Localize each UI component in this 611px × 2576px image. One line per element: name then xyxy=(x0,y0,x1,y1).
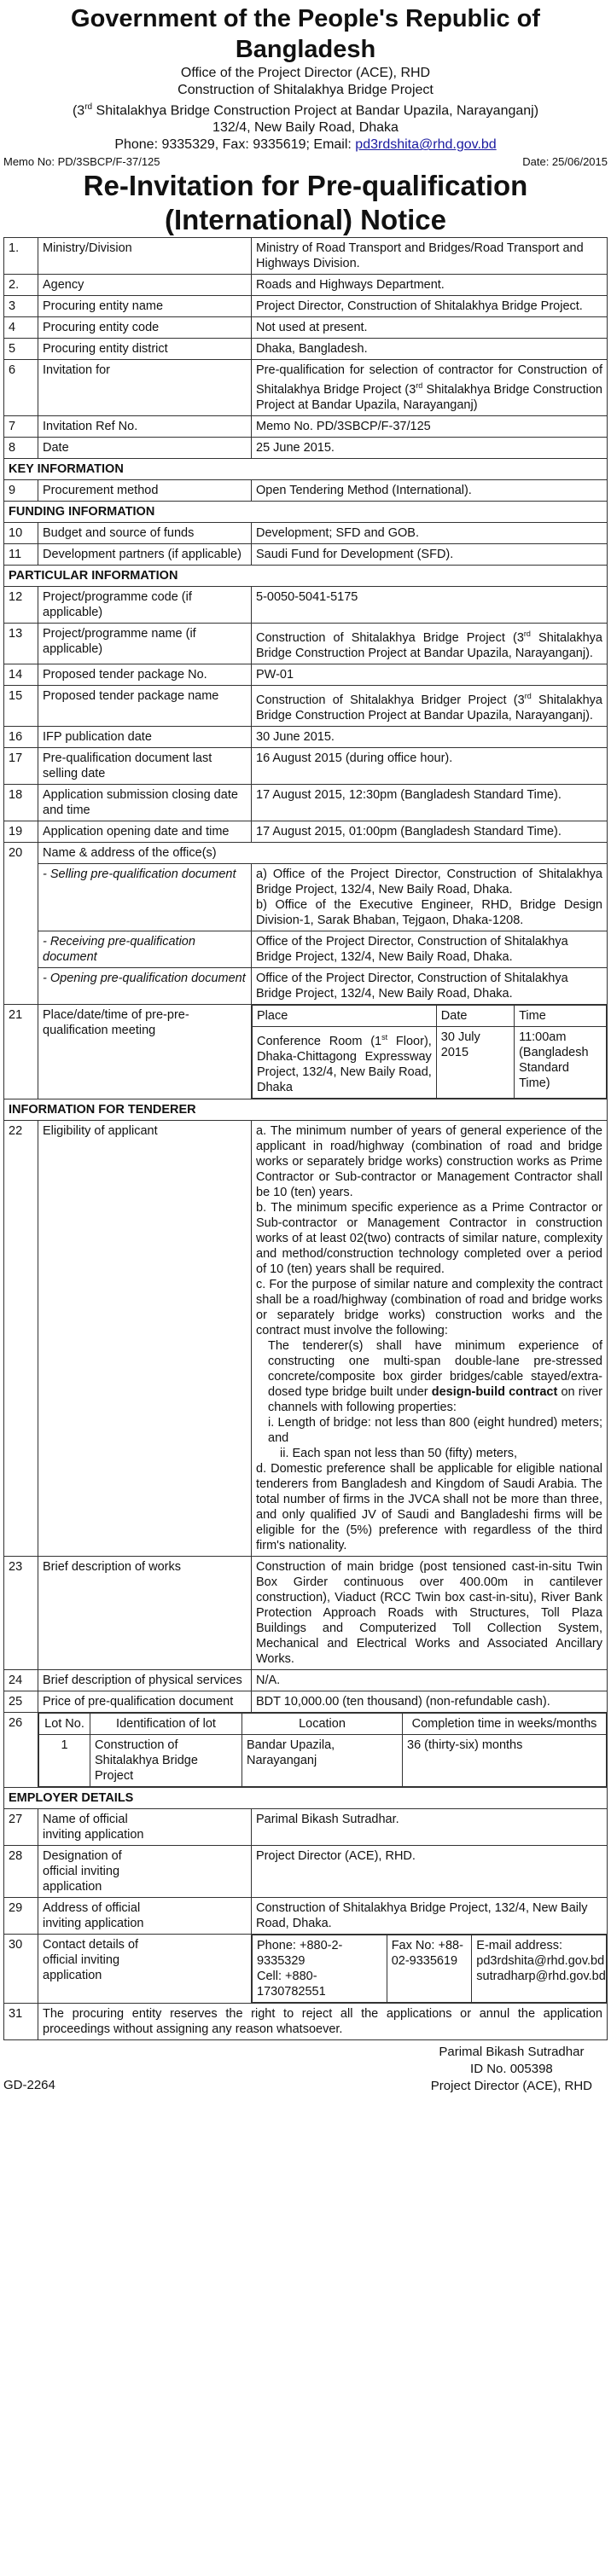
table-row: 13 Project/programme name (if applicable) Construction of Shitalakhya Bridge Project (3rd Shitalakhya Bridge Construction Project at Bandar Upazila, Narayanganj). xyxy=(4,624,608,664)
table-row: 6 Invitation for Pre-qualification for selection of contractor for Construction of Shitalakhya Bridge Project (3rd Shitalakhya Bridge Construction Project at Bandar Upazila, Narayanganj) xyxy=(4,360,608,416)
table-row: 4 Procuring entity code Not used at present. xyxy=(4,317,608,339)
letterhead xyxy=(3,0,608,154)
table-row: 3 Procuring entity name Project Director, Construction of Shitalakhya Bridge Project. xyxy=(4,296,608,317)
table-row: 10 Budget and source of funds Development; SFD and GOB. xyxy=(4,523,608,544)
contact-table: Phone: +880-2-9335329 Cell: +880-1730782551 Fax No: +88-02-9335619 E-mail address: pd3rdshita@rhd.gov.bd sutradharp@rhd.gov.bd xyxy=(252,1935,607,2003)
memo-number: Memo No: PD/3SBCP/F-37/125 xyxy=(3,155,160,169)
table-row: 8 Date 25 June 2015. xyxy=(4,438,608,459)
government-title: Government of the People's Republic of Bangladesh xyxy=(71,5,540,63)
memo-line xyxy=(3,155,608,169)
memo-date: Date: 25/06/2015 xyxy=(522,155,608,169)
table-row: - Opening pre-qualification document Office of the Project Director, Construction of Shitalakhya Bridge Project, 132/4, New Baily Road, Dhaka. xyxy=(4,967,608,1004)
office-name: Office of the Project Director (ACE), RHD xyxy=(180,66,431,80)
table-row: 11 Development partners (if applicable) Saudi Fund for Development (SFD). xyxy=(4,544,608,566)
section-heading: EMPLOYER DETAILS xyxy=(4,1787,608,1808)
signature-block xyxy=(431,2044,592,2095)
section-heading: PARTICULAR INFORMATION xyxy=(4,566,608,587)
signatory-id: ID No. 005398 xyxy=(470,2061,553,2076)
section-heading: FUNDING INFORMATION xyxy=(4,502,608,523)
table-row: - Selling pre-qualification document a) Office of the Project Director, Construction of Shitalakhya Bridge Project, 132/4, New Baily Road, Dhaka. b) Office of the Executive Engineer, RHD, Bridge Design Division-1, Sarak Bhaban, Tejgaon, Dhaka-1208. xyxy=(4,863,608,931)
notice-page xyxy=(3,0,608,2576)
table-row: 28 Designation of official inviting application Project Director (ACE), RHD. xyxy=(4,1845,608,1897)
table-row: 31 The procuring entity reserves the right to reject all the applications or annul the application proceedings without assigning any reason whatsoever. xyxy=(4,2003,608,2039)
table-row: 25 Price of pre-qualification document BDT 10,000.00 (ten thousand) (non-refundable cash). xyxy=(4,1691,608,1712)
section-heading: INFORMATION FOR TENDERER xyxy=(4,1099,608,1120)
project-name: Construction of Shitalakhya Bridge Project xyxy=(177,83,434,97)
table-row: 29 Address of official inviting application Construction of Shitalakhya Bridge Project, 132/4, New Baily Road, Dhaka. xyxy=(4,1897,608,1934)
table-row: 26 Lot No. Identification of lot Location Completion time in weeks/months 1 Construction of Shitalakhya Bridge Project Bandar Upazila, Narayanganj 36 (thirty-six) months xyxy=(4,1712,608,1787)
project-subtitle: (3rd Shitalakhya Bridge Construction Project at Bandar Upazila, Narayanganj) xyxy=(72,102,539,119)
email-link[interactable]: pd3rdshita@rhd.gov.bd xyxy=(355,137,497,153)
table-row: 19 Application opening date and time 17 August 2015, 01:00pm (Bangladesh Standard Time). xyxy=(4,821,608,842)
signatory-title: Project Director (ACE), RHD xyxy=(430,2078,592,2093)
table-row: 5 Procuring entity district Dhaka, Bangladesh. xyxy=(4,339,608,360)
table-row: 27 Name of official inviting application Parimal Bikash Sutradhar. xyxy=(4,1808,608,1845)
office-address: 132/4, New Baily Road, Dhaka xyxy=(212,120,399,136)
notice-table xyxy=(3,237,608,2039)
footer xyxy=(3,2040,608,2092)
signatory-name: Parimal Bikash Sutradhar xyxy=(439,2044,585,2059)
table-row: 7 Invitation Ref No. Memo No. PD/3SBCP/F-37/125 xyxy=(4,416,608,438)
table-row: - Receiving pre-qualification document Office of the Project Director, Construction of Shitalakhya Bridge Project, 132/4, New Baily Road, Dhaka. xyxy=(4,931,608,967)
table-row: 21 Place/date/time of pre-pre-qualification meeting Place Date Time Conference Room (1st Floor), Dhaka-Chittagong Expressway Project, 132/4, New Baily Road, Dhaka 30 July 2015 11:00am (Bangladesh Standard Time) xyxy=(4,1004,608,1099)
table-row: 15 Proposed tender package name Construction of Shitalakhya Bridger Project (3rd Shitalakhya Bridge Construction Project at Bandar Upazila, Narayanganj). xyxy=(4,685,608,726)
table-row: 2. Agency Roads and Highways Department. xyxy=(4,275,608,296)
table-row: 14 Proposed tender package No. PW-01 xyxy=(4,664,608,685)
table-row: 30 Contact details of official inviting application Phone: +880-2-9335329 Cell: +880-1730782551 Fax No: +88-02-9335619 E-mail address: pd3rdshita@rhd.gov.bd sutradharp@rhd.gov.bd xyxy=(4,1934,608,2003)
table-row: 20 Name & address of the office(s) xyxy=(4,842,608,863)
notice-title: Re-Invitation for Pre-qualification (International) Notice xyxy=(83,170,528,236)
table-row: 1. Ministry/Division Ministry of Road Transport and Bridges/Road Transport and Highways Division. xyxy=(4,238,608,275)
table-row: 17 Pre-qualification document last selling date 16 August 2015 (during office hour). xyxy=(4,747,608,784)
email-1[interactable]: pd3rdshita@rhd.gov.bd xyxy=(476,1953,605,1968)
section-heading: KEY INFORMATION xyxy=(4,459,608,480)
table-row: 16 IFP publication date 30 June 2015. xyxy=(4,726,608,747)
table-row: 24 Brief description of physical services N/A. xyxy=(4,1669,608,1691)
meeting-table: Place Date Time Conference Room (1st Floor), Dhaka-Chittagong Expressway Project, 132/4, New Baily Road, Dhaka 30 July 2015 11:00am (Bangladesh Standard Time) xyxy=(252,1005,607,1099)
gd-number: GD-2264 xyxy=(3,2077,55,2092)
contact-line: Phone: 9335329, Fax: 9335619; Email: pd3rdshita@rhd.gov.bd xyxy=(114,137,497,153)
table-row: 9 Procurement method Open Tendering Method (International). xyxy=(4,480,608,502)
table-row: 23 Brief description of works Construction of main bridge (post tensioned cast-in-situ Twin Box Girder continuous over 400.00m in cantilever construction), Viaduct (RCC Twin box cast-in-situ), River Bank Protection Approach Roads with Structures, Toll Plaza Buildings and Computerized Toll Collection System, Mechanical and Electrical Works and Associated Ancillary Works. xyxy=(4,1556,608,1669)
lot-table: Lot No. Identification of lot Location Completion time in weeks/months 1 Construction of Shitalakhya Bridge Project Bandar Upazila, Narayanganj 36 (thirty-six) months xyxy=(38,1713,607,1787)
table-row: 22 Eligibility of applicant a. The minimum number of years of general experience of the applicant in road/highway (combination of road and bridge works or separately bridge works) construction works as Prime Contractor or Sub-contractor or Management Contractor shall be 10 (ten) years. b. The minimum specific experience as a Prime Contractor or Sub-contractor or Management Contractor in construction works of at least 02(two) contracts of similar nature, complexity and method/construction technology completed over a period of 10 (ten) years shall be required. c. For the purpose of similar nature and complexity the contract shall be a road/highway (combination of road and bridge works or separately bridge works) construction works and the contract must involve the following: The tenderer(s) shall have minimum experience of constructing one multi-span double-lane pre-stressed concrete/composite box girder bridges/cable stayed/extra-dosed type bridge built under design-build contract on river channels with following properties: i. Length of bridge: not less than 800 (eight hundred) meters; and ii. Each span not less than 50 (fifty) meters, d. Domestic preference shall be applicable for eligible national tenderers from Bangladesh and Kingdom of Saudi Arabia. The total number of firms in the JVCA shall not be more than three, and only qualified JV of Saudi and Bangladeshi firms will be eligible for the (5%) preference with regardless of the third firm's nationality. xyxy=(4,1120,608,1556)
email-2[interactable]: sutradharp@rhd.gov.bd xyxy=(476,1969,606,1983)
table-row: 18 Application submission closing date and time 17 August 2015, 12:30pm (Bangladesh Standard Time). xyxy=(4,784,608,821)
table-row: 12 Project/programme code (if applicable) 5-0050-5041-5175 xyxy=(4,587,608,624)
